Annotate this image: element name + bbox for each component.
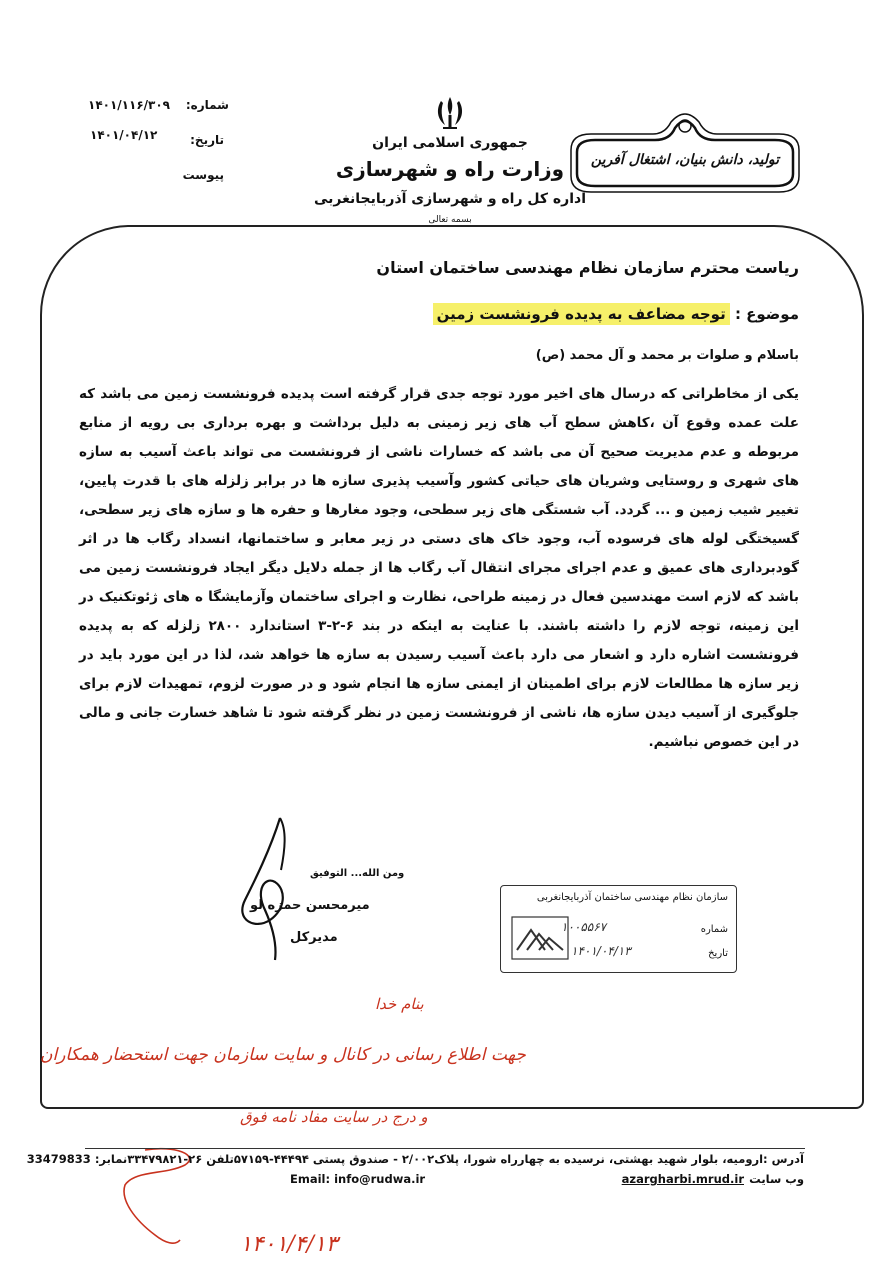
ministry-header xyxy=(300,95,600,225)
footer-address: آدرس :ارومیه، بلوار شهید بهشتی، نرسیده به چهارراه شورا، پلاک۲/۰۰۲ - صندوق پستی ۴۴۴۹۴-۵۷۱۵۹تلفن ۲۶-۳۳۴۷۹۸۲۱نمابر: 33479833 xyxy=(26,1152,804,1166)
stamp-number-label: شماره xyxy=(700,924,728,935)
handwriting-line-2: جهت اطلاع رسانی در کانال و سایت سازمان جهت استحضار همکاران xyxy=(40,1045,526,1065)
slogan-text: تولید، دانش بنیان، اشتغال آفرین xyxy=(590,152,780,168)
footer-email[interactable]: Email: info@rudwa.ir xyxy=(290,1172,426,1186)
stamp-number-value: ۱۰۰۵۵۶۷ xyxy=(561,920,607,934)
footer-website-link[interactable]: azargharbi.mrud.ir xyxy=(621,1172,744,1186)
date-label: تاریخ: xyxy=(190,133,224,147)
handwriting-date: ۱۴۰۱/۴/۱۳ xyxy=(240,1232,338,1257)
receipt-stamp xyxy=(500,885,737,973)
iran-emblem-icon xyxy=(433,95,467,131)
bismillah: بسمه تعالی xyxy=(428,215,472,225)
stamp-date-label: تاریخ xyxy=(708,948,728,959)
subject-label: موضوع : xyxy=(734,305,799,323)
ministry-name: وزارت راه و شهرسازی xyxy=(335,157,565,181)
handwriting-line-3: و درج در سایت مفاد نامه فوق xyxy=(240,1108,428,1126)
letter-recipient: ریاست محترم سازمان نظام مهندسی ساختمان استان xyxy=(376,258,799,277)
stamp-date-value: ۱۴۰۱/۰۴/۱۳ xyxy=(571,944,631,958)
footer-website-label: وب سایت xyxy=(749,1172,804,1186)
country-name: جمهوری اسلامی ایران xyxy=(372,135,528,151)
letter-body: یکی از مخاطراتی که درسال های اخیر مورد توجه جدی قرار گرفته است پدیده فرونشست زمین می باشد که علت عمده وقوع آن ،کاهش سطح آب های زیر زمینی به دلیل برداشت و بهره برداری بی رویه از منابع مربوطه و عدم مدیریت صحیح آن می باشد که خسارات ناشی از فرونشست می تواند باعث آسیب به سازه های شهری و روستایی وشریان های حیاتی کشور وآسیب پذیری سازه ها در برابر زلزله های با قدرت پایین، تغییر شیب زمین و ... گردد. آب شستگی های زیر سطحی، وجود مغارها و حفره ها و سازه های زیر سطحی، گسیختگی لوله های فرسوده آب، وجود خاک های دستی در زیر معابر و ساختمانها، انسداد رگاب ها در اثر گودبرداری های عمیق و عدم اجرای مجرای انتقال آب رگاب ها از جمله دلایل دیگر ایجاد فرونشست زمین می باشد که لازم است مهندسین فعال در زمینه طراحی، نظارت و اجرای ساختمان وآزمایشگا ه های ژئوتکنیک در این زمینه، توجه لازم را داشته باشند. با عنایت به اینکه در بند ۶-۲-۳ استاندارد ۲۸۰۰ زلزله که به پدیده فرونشست اشاره دارد و اشعار می دارد باعث آسیب رسیدن به سازه ها خواهد شد، لذا در این مورد باید در زیر سازه ها مطالعات لازم برای اطمینان از ایمنی سازه ها انجام شود و در صورت لزوم، تمهیدات لازم برای جلوگیری از آسیب دیدن سازه ها، ناشی از فرونشست زمین در نظر گرفته شود تا شاهد خسارت جانی و مالی در این خصوص نباشیم. xyxy=(79,386,799,750)
handwritten-signature xyxy=(225,810,315,970)
subject-text: توجه مضاعف به پدیده فرونشست زمین xyxy=(433,303,730,325)
signer-name: میرمحسن حمزه لو xyxy=(250,898,370,913)
department-name: اداره کل راه و شهرسازی آذربایجانغربی xyxy=(313,191,587,207)
engineering-org-logo-icon xyxy=(511,916,569,960)
slogan-stamp xyxy=(565,112,805,211)
letter-closing: ومن الله... التوفیق xyxy=(310,868,405,879)
attachment-label: پیوست xyxy=(182,168,224,182)
handwriting-line-1: بنام خدا xyxy=(375,995,424,1013)
letter-subject xyxy=(433,305,799,323)
footer-divider xyxy=(85,1148,805,1149)
date-value: ۱۴۰۱/۰۴/۱۲ xyxy=(90,128,158,142)
number-value: ۱۴۰۱/۱۱۶/۳۰۹ xyxy=(88,98,171,112)
number-label: شماره: xyxy=(185,98,229,112)
letter-greeting: باسلام و صلوات بر محمد و آل محمد (ص) xyxy=(535,348,799,363)
signer-title: مدیرکل xyxy=(290,930,338,945)
stamp-title: سازمان نظام مهندسی ساختمان آذربایجانغربی xyxy=(536,892,728,903)
